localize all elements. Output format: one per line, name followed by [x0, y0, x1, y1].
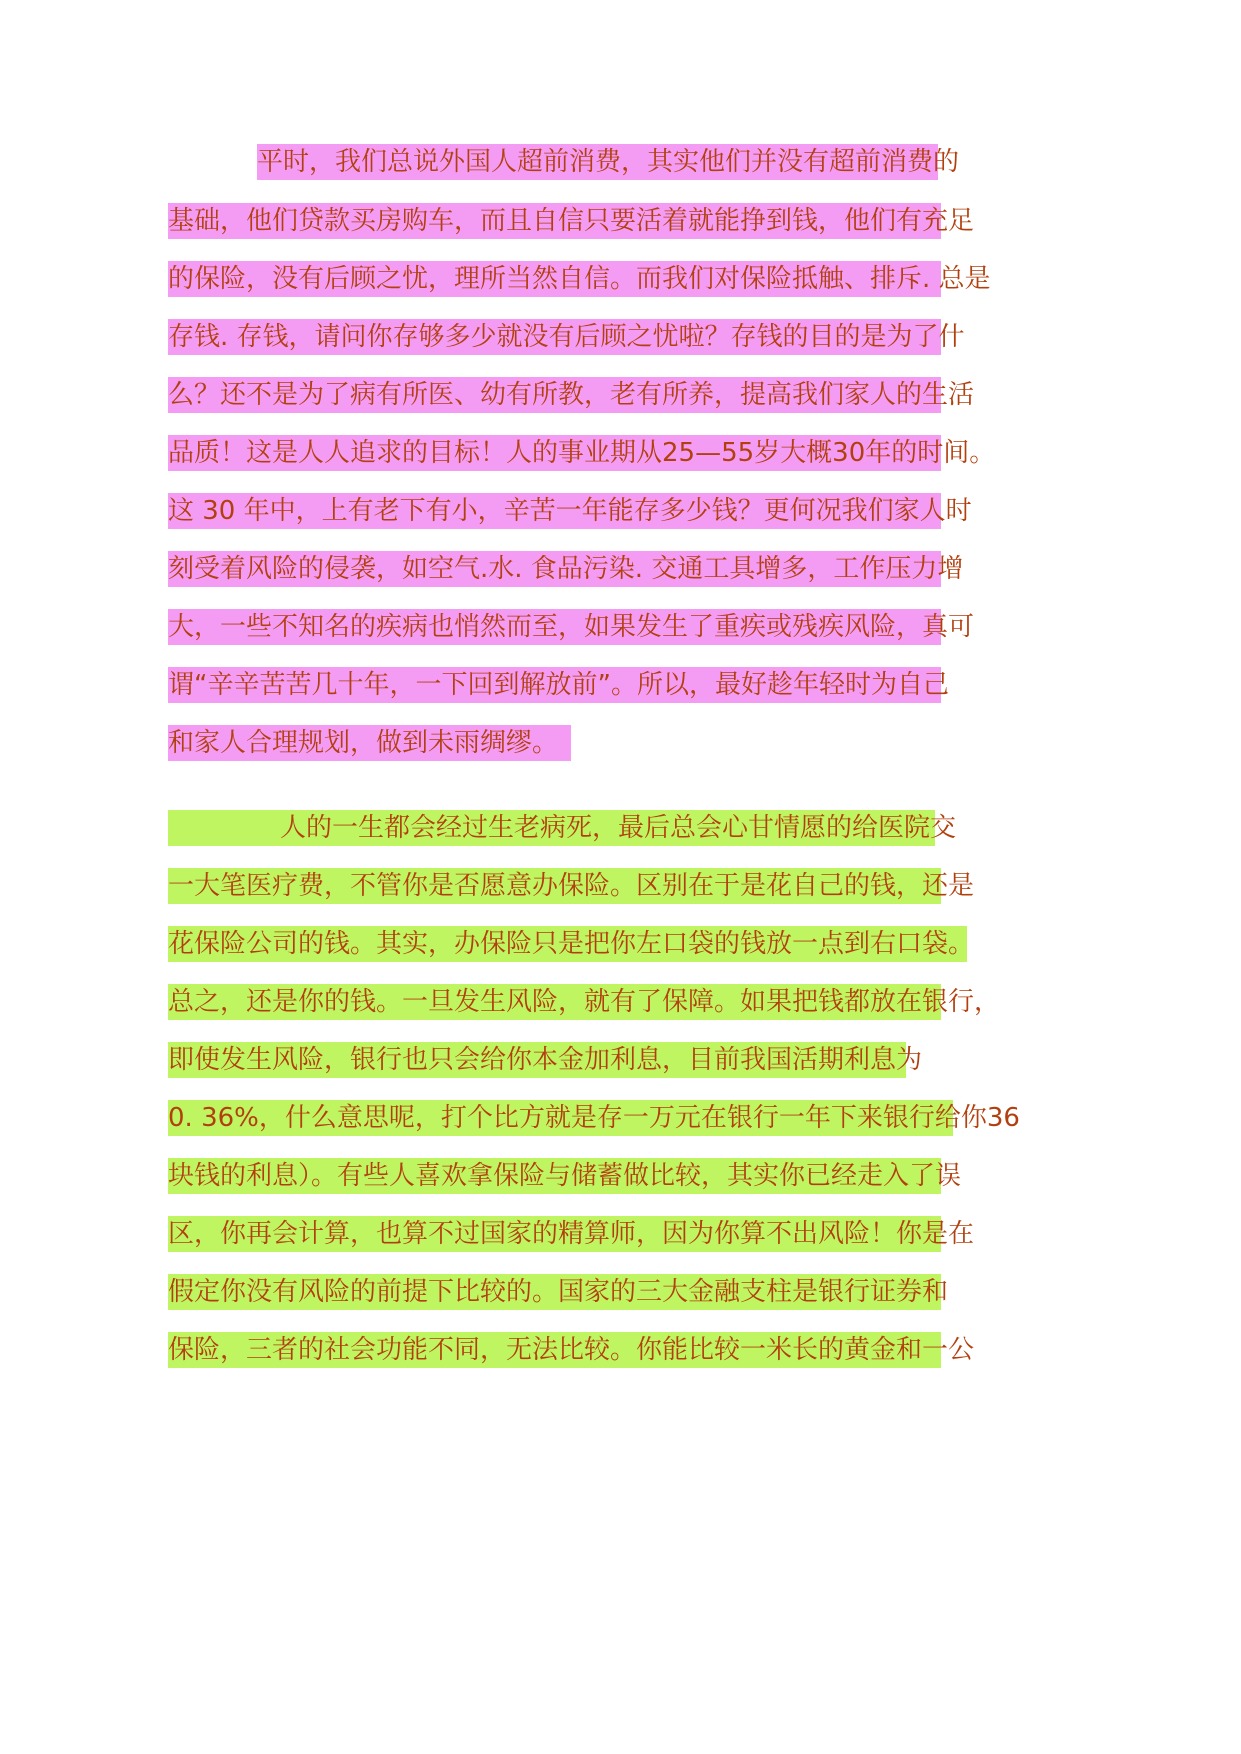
- paragraph-1-line: 存钱. 存钱，请问你存够多少就没有后顾之忧啦？存钱的目的是为了什: [168, 319, 941, 355]
- paragraph-2-line: 即使发生风险，银行也只会给你本金加利息，目前我国活期利息为: [168, 1042, 906, 1078]
- paragraph-1-line: 的保险，没有后顾之忧，理所当然自信。而我们对保险抵触、排斥. 总是: [168, 261, 941, 297]
- paragraph-2-line: 假定你没有风险的前提下比较的。国家的三大金融支柱是银行证券和: [168, 1274, 941, 1310]
- paragraph-1-line: 大，一些不知名的疾病也悄然而至，如果发生了重疾或残疾风险，真可: [168, 609, 941, 645]
- paragraph-2-line: 块钱的利息）。有些人喜欢拿保险与储蓄做比较，其实你已经走入了误: [168, 1158, 941, 1194]
- paragraph-1-line: 平时，我们总说外国人超前消费，其实他们并没有超前消费的: [257, 144, 938, 180]
- paragraph-1-line: 谓“辛辛苦苦几十年，一下回到解放前”。所以，最好趁年轻时为自己: [168, 667, 941, 703]
- paragraph-1-line: 刻受着风险的侵袭，如空气.水. 食品污染. 交通工具增多，工作压力增: [168, 551, 941, 587]
- paragraph-2-line: 人的一生都会经过生老病死，最后总会心甘情愿的给医院交: [168, 810, 935, 846]
- paragraph-2-line: 0. 36%，什么意思呢，打个比方就是存一万元在银行一年下来银行给你36: [168, 1100, 953, 1136]
- paragraph-1-line: 和家人合理规划，做到未雨绸缪。: [168, 725, 571, 761]
- paragraph-2-line: 保险，三者的社会功能不同，无法比较。你能比较一米长的黄金和一公: [168, 1332, 941, 1368]
- paragraph-1-line: 这 30 年中，上有老下有小，辛苦一年能存多少钱？更何况我们家人时: [168, 493, 941, 529]
- paragraph-1-line: 基础，他们贷款买房购车，而且自信只要活着就能挣到钱，他们有充足: [168, 203, 941, 239]
- paragraph-2-line: 一大笔医疗费，不管你是否愿意办保险。区别在于是花自己的钱，还是: [168, 868, 941, 904]
- paragraph-1-line: 么？还不是为了病有所医、幼有所教，老有所养，提高我们家人的生活: [168, 377, 941, 413]
- paragraph-1-line: 品质！这是人人追求的目标！人的事业期从25—55岁大概30年的时间。: [168, 435, 941, 471]
- paragraph-2-line: 花保险公司的钱。其实，办保险只是把你左口袋的钱放一点到右口袋。: [168, 926, 967, 962]
- paragraph-2-line: 总之，还是你的钱。一旦发生风险，就有了保障。如果把钱都放在银行，: [168, 984, 941, 1020]
- paragraph-2-line: 区，你再会计算，也算不过国家的精算师，因为你算不出风险！你是在: [168, 1216, 941, 1252]
